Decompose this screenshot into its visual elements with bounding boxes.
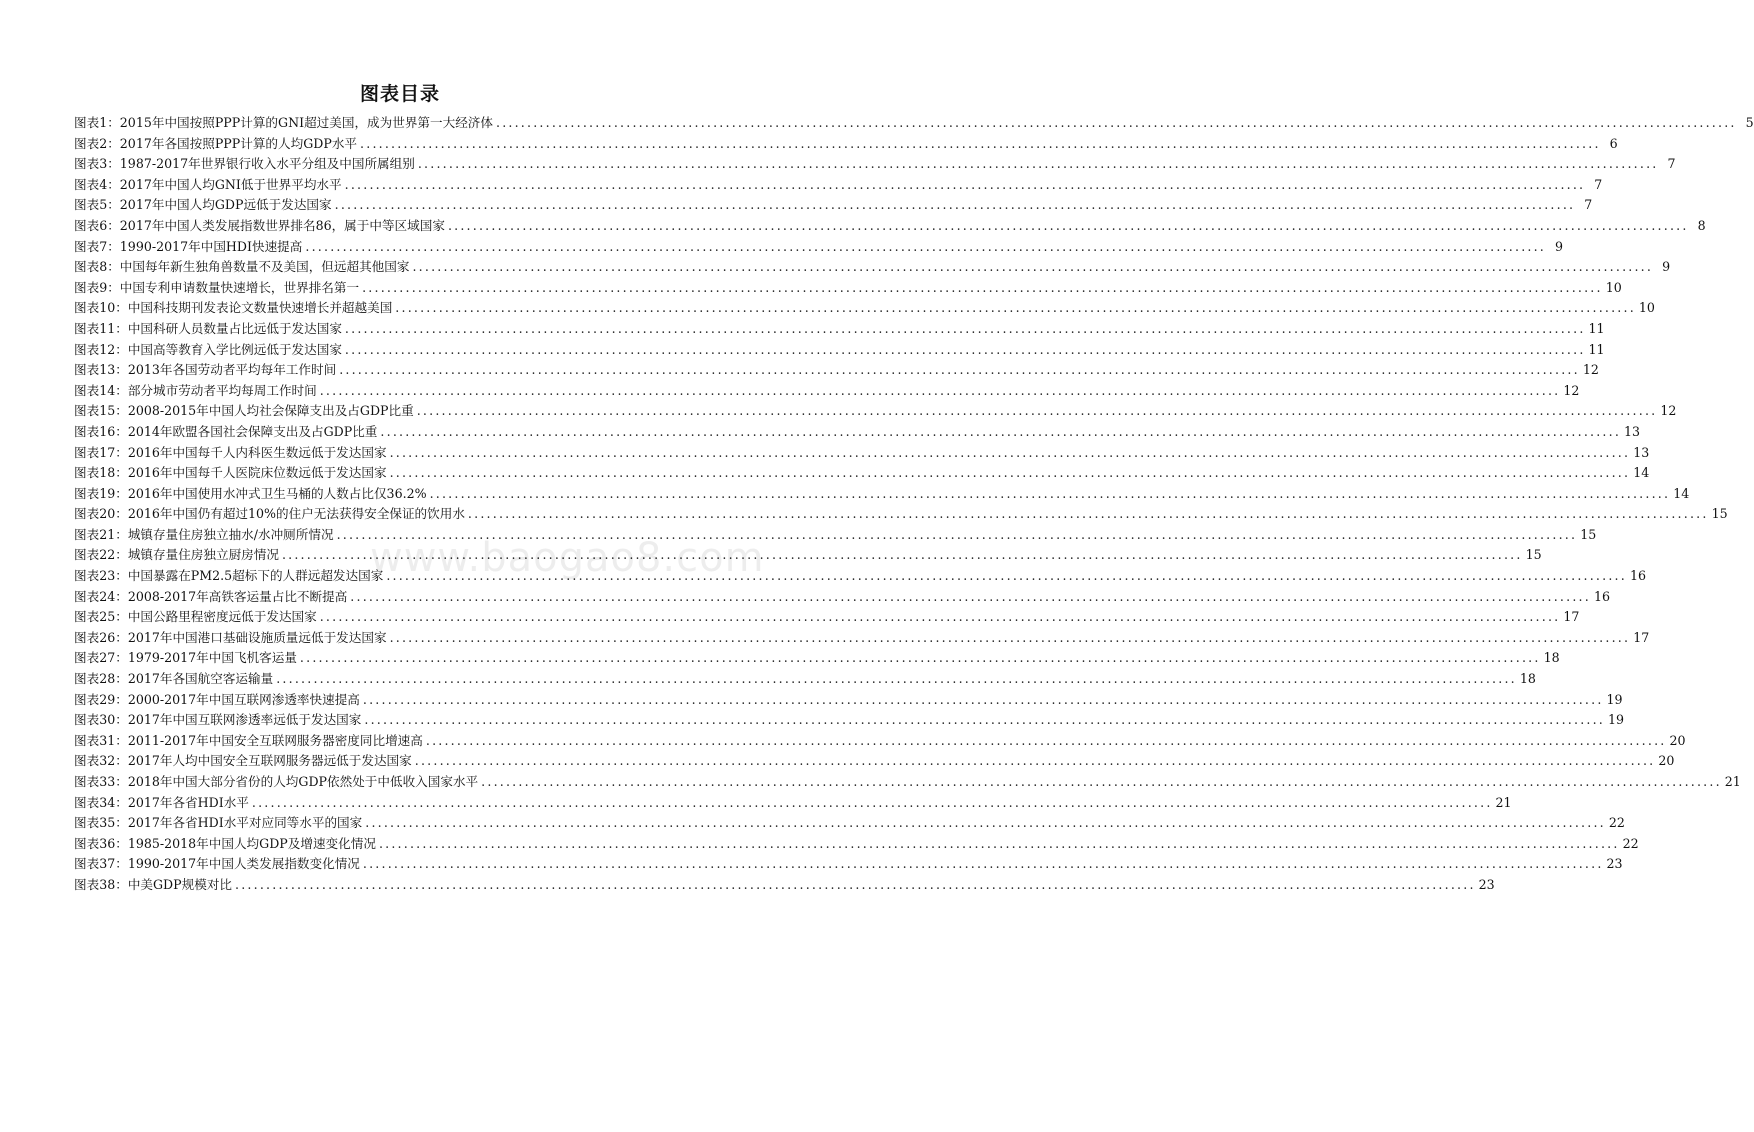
toc-entry-label: 图表29： — [74, 691, 128, 707]
toc-dot-leader — [496, 113, 1737, 134]
toc-entry-page-number: 23 — [1606, 856, 1623, 872]
toc-entry-page-number: 7 — [1594, 176, 1603, 192]
toc-entry-label: 图表21： — [74, 526, 128, 542]
toc-entry[interactable] — [74, 360, 1599, 381]
toc-entry-label: 图表19： — [74, 485, 128, 501]
toc-entry-text: 中国每年新生独角兽数量不及美国，但远超其他国家 — [119, 259, 410, 275]
toc-entry[interactable] — [74, 443, 1650, 464]
toc-entry-label: 图表30： — [74, 712, 128, 728]
toc-dot-leader — [386, 566, 1627, 587]
toc-entry-text: 2017年中国人均GNI低于世界平均水平 — [119, 176, 342, 192]
toc-entry-label: 图表3： — [74, 156, 120, 172]
toc-entry[interactable] — [74, 628, 1650, 649]
toc-entry-page-number: 9 — [1555, 238, 1564, 254]
toc-entry-label: 图表12： — [74, 341, 128, 357]
toc-entry-label: 图表13： — [74, 362, 128, 378]
toc-entry-label: 图表38： — [74, 876, 128, 892]
toc-entry-page-number: 8 — [1697, 217, 1706, 233]
toc-dot-leader — [300, 648, 1541, 669]
toc-entry-page-number: 16 — [1629, 568, 1646, 584]
toc-entry-text: 中国科技期刊发表论文数量快速增长并超越美国 — [127, 300, 393, 316]
toc-entry-label: 图表1： — [74, 115, 120, 130]
toc-entry-page-number: 14 — [1633, 465, 1650, 481]
toc-dot-leader — [362, 278, 1603, 299]
toc-entry-text: 中国公路里程密度远低于发达国家 — [127, 609, 317, 625]
toc-entry-page-number: 13 — [1624, 423, 1641, 439]
toc-dot-leader — [305, 237, 1546, 258]
toc-dot-leader — [345, 175, 1586, 196]
toc-dot-leader — [360, 134, 1601, 155]
toc-entry-label: 图表6： — [74, 217, 120, 233]
toc-entry-page-number: 22 — [1608, 815, 1625, 831]
toc-entry-label: 图表23： — [74, 568, 128, 584]
toc-dot-leader — [363, 854, 1604, 875]
toc-entry-text: 2017年中国港口基础设施质量远低于发达国家 — [127, 629, 387, 645]
toc-entry-text: 部分城市劳动者平均每周工作时间 — [127, 382, 317, 398]
toc-dot-leader — [337, 525, 1578, 546]
toc-entry-page-number: 15 — [1711, 506, 1728, 522]
toc-entry-text: 1990-2017年中国HDI快速提高 — [119, 238, 303, 254]
toc-entry[interactable] — [74, 237, 1564, 258]
toc-entry-page-number: 10 — [1605, 279, 1622, 295]
toc-entry[interactable] — [74, 566, 1646, 587]
toc-dot-leader — [235, 875, 1476, 896]
toc-entry-page-number: 21 — [1724, 774, 1741, 789]
toc-entry-label: 图表26： — [74, 629, 128, 645]
toc-entry-page-number: 16 — [1593, 588, 1610, 604]
toc-dot-leader — [276, 669, 1517, 690]
toc-entry-text: 2017年中国人类发展指数世界排名86，属于中等区域国家 — [119, 217, 445, 233]
toc-entry-text: 2017年各省HDI水平对应同等水平的国家 — [127, 815, 363, 831]
toc-dot-leader — [364, 710, 1605, 731]
toc-entry-label: 图表32： — [74, 753, 128, 769]
toc-entry[interactable] — [74, 257, 1671, 278]
toc-entry-label: 图表35： — [74, 815, 128, 831]
toc-entry-page-number: 15 — [1580, 526, 1597, 542]
toc-entry-label: 图表17： — [74, 444, 128, 460]
toc-entry-text: 2015年中国按照PPP计算的GNI超过美国，成为世界第一大经济体 — [119, 115, 493, 130]
toc-entry[interactable] — [74, 690, 1623, 711]
toc-dot-leader — [390, 628, 1631, 649]
toc-list — [74, 113, 1754, 896]
toc-entry-label: 图表9： — [74, 279, 120, 295]
toc-dot-leader — [390, 463, 1631, 484]
toc-entry-page-number: 7 — [1667, 156, 1676, 172]
toc-entry-text: 2011-2017年中国安全互联网服务器密度同比增速高 — [127, 732, 423, 748]
toc-entry[interactable] — [74, 134, 1618, 155]
toc-dot-leader — [345, 319, 1586, 340]
toc-entry-text: 2008-2015年中国人均社会保障支出及占GDP比重 — [127, 403, 414, 419]
toc-entry-text: 2016年中国使用水冲式卫生马桶的人数占比仅36.2% — [127, 485, 427, 501]
toc-dot-leader — [379, 834, 1620, 855]
toc-entry-label: 图表27： — [74, 650, 128, 666]
toc-entry-label: 图表2： — [74, 135, 120, 151]
toc-entry-label: 图表4： — [74, 176, 120, 192]
toc-entry-text: 城镇存量住房独立抽水/水冲厕所情况 — [127, 526, 334, 542]
toc-entry-label: 图表18： — [74, 465, 128, 481]
toc-entry[interactable] — [74, 298, 1655, 319]
toc-entry-text: 中国暴露在PM2.5超标下的人群远超发达国家 — [127, 568, 384, 584]
toc-dot-leader — [335, 195, 1576, 216]
toc-entry-text: 2018年中国大部分省份的人均GDP依然处于中低收入国家水平 — [127, 774, 479, 789]
toc-entry-text: 2017年人均中国安全互联网服务器远低于发达国家 — [127, 753, 412, 769]
toc-dot-leader — [350, 587, 1591, 608]
toc-entry-text: 2016年中国每千人内科医生数远低于发达国家 — [127, 444, 387, 460]
toc-entry-page-number: 10 — [1638, 300, 1655, 316]
toc-entry-page-number: 12 — [1563, 382, 1580, 398]
toc-entry-text: 1987-2017年世界银行收入水平分组及中国所属组别 — [119, 156, 415, 172]
toc-entry-label: 图表36： — [74, 835, 128, 851]
toc-title: 图表目录 — [359, 83, 440, 105]
toc-entry-text: 2008-2017年高铁客运量占比不断提高 — [127, 588, 348, 604]
toc-dot-leader — [481, 772, 1722, 793]
toc-entry[interactable] — [74, 381, 1580, 402]
toc-entry-page-number: 9 — [1662, 259, 1671, 275]
toc-entry-page-number: 13 — [1633, 444, 1650, 460]
toc-dot-leader — [252, 793, 1493, 814]
toc-entry[interactable] — [74, 875, 1495, 896]
toc-entry-label: 图表34： — [74, 794, 128, 810]
toc-entry-page-number: 12 — [1582, 362, 1599, 378]
toc-entry-text: 中国专利申请数量快速增长，世界排名第一 — [119, 279, 360, 295]
toc-entry[interactable] — [74, 710, 1625, 731]
watermark: www.baogao8.com — [370, 535, 765, 581]
toc-entry-page-number: 14 — [1673, 485, 1690, 501]
toc-dot-leader — [448, 216, 1689, 237]
toc-entry-text: 2017年各省HDI水平 — [127, 794, 249, 810]
toc-entry-text: 1990-2017年中国人类发展指数变化情况 — [127, 856, 360, 872]
toc-entry-page-number: 5 — [1745, 115, 1754, 130]
toc-entry[interactable] — [74, 607, 1580, 628]
toc-entry-text: 2017年中国互联网渗透率远低于发达国家 — [127, 712, 362, 728]
toc-entry[interactable] — [74, 484, 1690, 505]
toc-entry-label: 图表33： — [74, 774, 128, 789]
toc-entry-label: 图表15： — [74, 403, 128, 419]
toc-entry[interactable] — [74, 525, 1597, 546]
toc-entry-page-number: 11 — [1588, 341, 1605, 357]
toc-entry-page-number: 18 — [1543, 650, 1560, 666]
toc-entry-text: 2016年中国仍有超过10%的住户无法获得安全保证的饮用水 — [127, 506, 465, 522]
toc-entry[interactable] — [74, 793, 1512, 814]
toc-entry-text: 2016年中国每千人医院床位数远低于发达国家 — [127, 465, 387, 481]
toc-entry[interactable] — [74, 175, 1603, 196]
toc-entry[interactable] — [74, 772, 1741, 793]
toc-entry[interactable] — [74, 340, 1605, 361]
toc-entry[interactable] — [74, 751, 1675, 772]
toc-entry[interactable] — [74, 216, 1706, 237]
toc-dot-leader — [390, 443, 1631, 464]
toc-entry[interactable] — [74, 319, 1605, 340]
toc-dot-leader — [320, 381, 1561, 402]
toc-entry[interactable] — [74, 401, 1677, 422]
toc-entry-label: 图表37： — [74, 856, 128, 872]
toc-entry-label: 图表10： — [74, 300, 128, 316]
toc-entry-page-number: 7 — [1584, 197, 1593, 213]
toc-dot-leader — [345, 340, 1586, 361]
toc-entry[interactable] — [74, 834, 1639, 855]
toc-entry-text: 2014年欧盟各国社会保障支出及占GDP比重 — [127, 423, 378, 439]
toc-dot-leader — [339, 360, 1580, 381]
toc-entry-page-number: 12 — [1660, 403, 1677, 419]
toc-entry[interactable] — [74, 195, 1593, 216]
toc-entry[interactable] — [74, 463, 1650, 484]
toc-dot-leader — [426, 731, 1667, 752]
toc-entry-page-number: 6 — [1609, 135, 1618, 151]
toc-dot-leader — [363, 690, 1604, 711]
toc-entry-text: 1985-2018年中国人均GDP及增速变化情况 — [127, 835, 376, 851]
toc-dot-leader — [418, 154, 1659, 175]
toc-entry-text: 中美GDP规模对比 — [127, 876, 233, 892]
toc-entry[interactable] — [74, 813, 1625, 834]
toc-entry-label: 图表8： — [74, 259, 120, 275]
toc-entry-text: 1979-2017年中国飞机客运量 — [127, 650, 297, 666]
toc-entry-label: 图表20： — [74, 506, 128, 522]
toc-dot-leader — [468, 504, 1709, 525]
toc-dot-leader — [395, 298, 1636, 319]
toc-entry[interactable] — [74, 278, 1622, 299]
toc-dot-leader — [417, 401, 1658, 422]
toc-entry-page-number: 17 — [1563, 609, 1580, 625]
toc-dot-leader — [415, 751, 1656, 772]
toc-entry-page-number: 21 — [1495, 794, 1512, 810]
toc-dot-leader — [320, 607, 1561, 628]
toc-entry[interactable] — [74, 587, 1610, 608]
toc-entry-page-number: 23 — [1478, 876, 1495, 892]
toc-entry[interactable] — [74, 154, 1676, 175]
toc-dot-leader — [380, 422, 1621, 443]
toc-entry[interactable] — [74, 422, 1641, 443]
toc-entry-page-number: 20 — [1669, 732, 1686, 748]
toc-entry-page-number: 22 — [1622, 835, 1639, 851]
toc-entry-page-number: 15 — [1525, 547, 1542, 563]
toc-entry-page-number: 19 — [1606, 691, 1623, 707]
toc-entry[interactable] — [74, 731, 1686, 752]
toc-entry-page-number: 20 — [1658, 753, 1675, 769]
toc-dot-leader — [282, 545, 1523, 566]
toc-dot-leader — [430, 484, 1671, 505]
toc-entry-text: 城镇存量住房独立厨房情况 — [127, 547, 279, 563]
toc-entry-label: 图表16： — [74, 423, 128, 439]
toc-entry[interactable] — [74, 113, 1754, 134]
toc-entry[interactable] — [74, 545, 1542, 566]
toc-entry[interactable] — [74, 648, 1560, 669]
toc-dot-leader — [412, 257, 1653, 278]
toc-entry-label: 图表5： — [74, 197, 120, 213]
toc-entry-text: 2013年各国劳动者平均每年工作时间 — [127, 362, 337, 378]
toc-entry-page-number: 19 — [1608, 712, 1625, 728]
toc-dot-leader — [365, 813, 1606, 834]
toc-entry-label: 图表31： — [74, 732, 128, 748]
toc-entry-text: 2000-2017年中国互联网渗透率快速提高 — [127, 691, 360, 707]
toc-entry-page-number: 17 — [1633, 629, 1650, 645]
toc-entry-page-number: 18 — [1519, 671, 1536, 687]
toc-entry-label: 图表14： — [74, 382, 128, 398]
toc-entry-text: 2017年中国人均GDP远低于发达国家 — [119, 197, 332, 213]
toc-entry-page-number: 11 — [1588, 320, 1605, 336]
toc-entry-label: 图表24： — [74, 588, 128, 604]
toc-entry-text: 2017年各国航空客运输量 — [127, 671, 274, 687]
toc-entry-label: 图表28： — [74, 671, 128, 687]
toc-entry-text: 2017年各国按照PPP计算的人均GDP水平 — [119, 135, 358, 151]
toc-entry-text: 中国科研人员数量占比远低于发达国家 — [127, 320, 342, 336]
toc-entry-label: 图表22： — [74, 547, 128, 563]
toc-entry-label: 图表25： — [74, 609, 128, 625]
toc-entry[interactable] — [74, 854, 1623, 875]
toc-entry-label: 图表11： — [74, 320, 128, 336]
toc-entry-label: 图表7： — [74, 238, 120, 254]
toc-entry[interactable] — [74, 504, 1728, 525]
toc-entry[interactable] — [74, 669, 1536, 690]
toc-entry-text: 中国高等教育入学比例远低于发达国家 — [127, 341, 342, 357]
